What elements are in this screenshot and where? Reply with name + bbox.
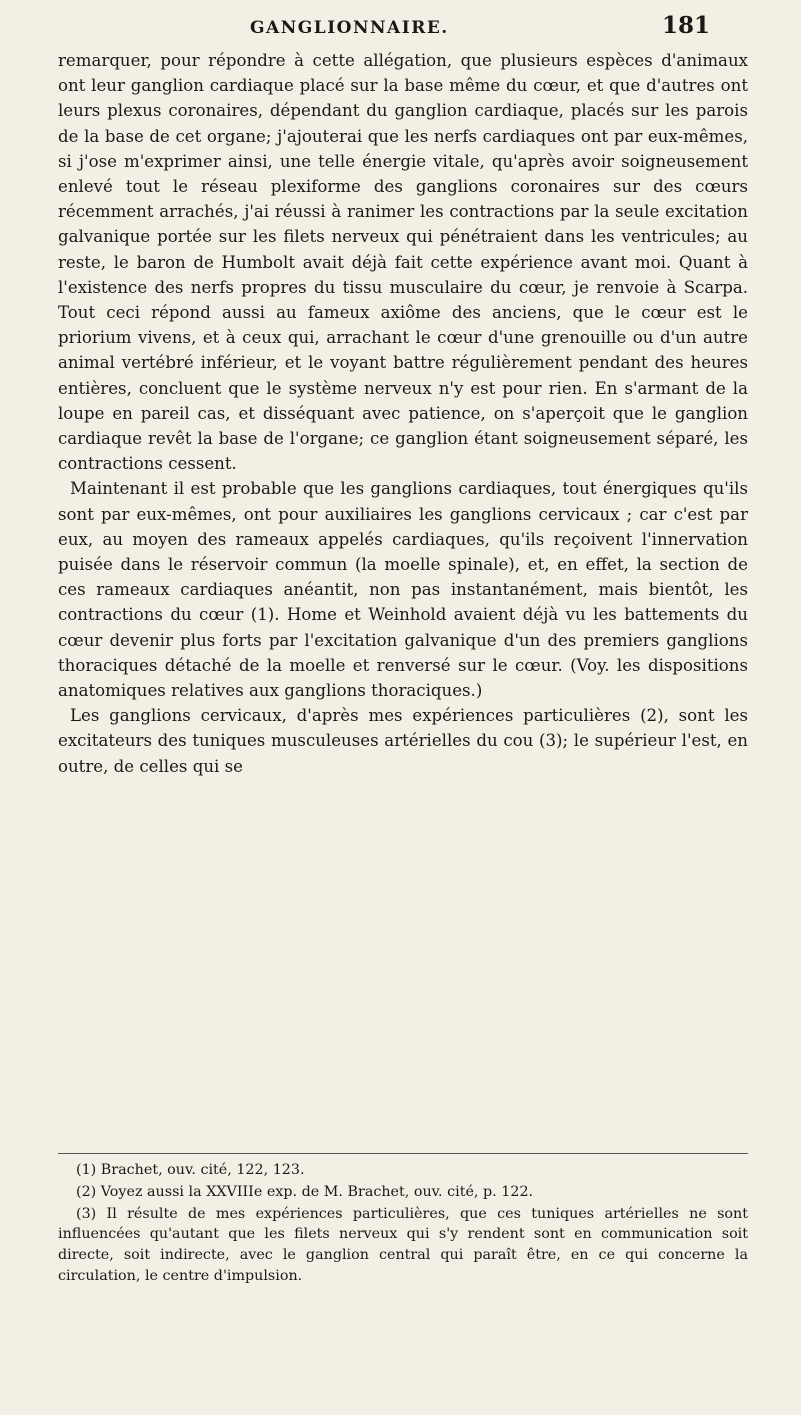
footnote: (1) Brachet, ouv. cité, 122, 123. — [76, 1162, 305, 1178]
main-text — [58, 48, 748, 779]
running-title: GANGLIONNAIRE. — [250, 18, 449, 38]
footnotes — [58, 1160, 748, 1288]
footnote-divider — [58, 1153, 748, 1154]
paragraph: Les ganglions cervicaux, d'après mes expériences particulières (2), sont les excitateurs des tuniques musculeuses artérielles du cou (3); le supérieur l'est, en outre, de celles qui se — [58, 706, 748, 776]
paragraph: Maintenant il est probable que les ganglions cardiaques, tout énergiques qu'ils sont par eux-mêmes, ont pour auxiliaires les ganglions cervicaux ; car c'est par eux, au moyen des rameaux appelés cardiaques, qu'ils reçoivent l'innervation puisée dans le réservoir commun (la moelle spinale), et, en effet, la section de ces rameaux cardiaques anéantit, non pas instantanément, mais bientôt, les contractions du cœur (1). Home et Weinhold avaient déjà vu les battements du cœur devenir plus forts par l'excitation galvanique d'un des premiers ganglions thoraciques détaché de la moelle et renversé sur le cœur. (Voy. les dispositions anatomiques relatives aux ganglions thoraciques.) — [58, 479, 748, 701]
page-number: 181 — [661, 12, 710, 39]
footnote: (2) Voyez aussi la XXVIIIe exp. de M. Brachet, ouv. cité, p. 122. — [76, 1183, 534, 1200]
footnote: (3) Il résulte de mes expériences particulières, que ces tuniques artérielles ne sont influencées qu'autant que les filets nerveux qui s'y rendent sont en communication soit directe, soit indirecte, avec le ganglion central qui paraît être, en ce qui concerne la circulation, le centre d'impulsion. — [58, 1205, 748, 1284]
paragraph: remarquer, pour répondre à cette allégation, que plusieurs espèces d'animaux ont leur ganglion cardiaque placé sur la base même du cœur, et que d'autres ont leurs plexus coronaires, dépendant du ganglion cardiaque, placés sur les parois de la base de cet organe; j'ajouterai que les nerfs cardiaques ont par eux-mêmes, si j'ose m'exprimer ainsi, une telle énergie vitale, qu'après avoir soigneusement enlevé tout le réseau plexiforme des ganglions coronaires sur des cœurs récemment arrachés, j'ai réussi à ranimer les contractions par la seule excitation galvanique portée sur les filets nerveux qui pénétraient dans les ventricules; au reste, le baron de Humbolt avait déjà fait cette expérience avant moi. Quant à l'existence des nerfs propres du tissu musculaire du cœur, je renvoie à Scarpa. Tout ceci répond aussi au fameux axiôme des anciens, que le cœur est le priorium vivens, et à ceux qui, arrachant le cœur d'une grenouille ou d'un autre animal vertébré inférieur, et le voyant battre régulièrement pendant des heures entières, concluent que le système nerveux n'y est pour rien. En s'armant de la loupe en pareil cas, et disséquant avec patience, on s'aperçoit que le ganglion cardiaque revêt la base de l'organe; ce ganglion étant soigneusement séparé, les contractions cessent. — [58, 51, 748, 474]
